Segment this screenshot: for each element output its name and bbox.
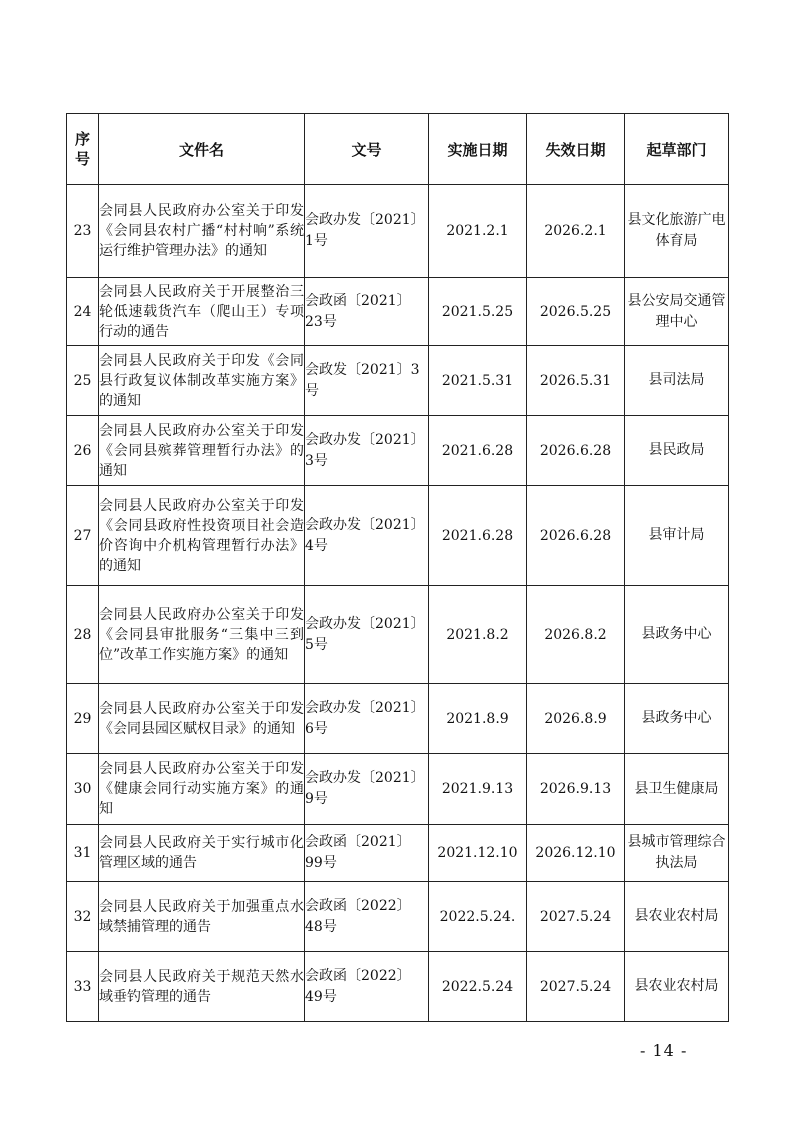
row-start-date: 2021.6.28 <box>429 416 527 486</box>
page-number: - 14 - <box>640 1041 688 1060</box>
header-name: 文件名 <box>99 114 305 185</box>
table-row <box>67 278 729 346</box>
row-file-name: 会同县人民政府办公室关于印发《健康会同行动实施方案》的通知 <box>99 754 305 825</box>
table-row <box>67 754 729 825</box>
table-row <box>67 952 729 1022</box>
row-start-date: 2021.8.9 <box>429 684 527 754</box>
row-start-date: 2021.8.2 <box>429 586 527 684</box>
row-dept: 县农业农村局 <box>625 882 729 952</box>
header-seq <box>67 114 99 185</box>
row-end-date: 2026.5.31 <box>527 346 625 416</box>
row-start-date: 2022.5.24 <box>429 952 527 1022</box>
row-doc-no: 会政办发〔2021〕9号 <box>305 754 429 825</box>
row-seq: 25 <box>67 346 99 416</box>
row-dept: 县民政局 <box>625 416 729 486</box>
row-seq: 30 <box>67 754 99 825</box>
row-end-date: 2026.5.25 <box>527 278 625 346</box>
header-doc-no: 文号 <box>305 114 429 185</box>
row-end-date: 2027.5.24 <box>527 952 625 1022</box>
row-seq: 27 <box>67 486 99 586</box>
row-end-date: 2026.6.28 <box>527 486 625 586</box>
header-end-date: 失效日期 <box>527 114 625 185</box>
row-start-date: 2021.5.25 <box>429 278 527 346</box>
row-seq: 32 <box>67 882 99 952</box>
row-seq: 33 <box>67 952 99 1022</box>
row-end-date: 2026.2.1 <box>527 185 625 278</box>
row-file-name: 会同县人民政府关于规范天然水域垂钓管理的通告 <box>99 952 305 1022</box>
table-row <box>67 586 729 684</box>
row-end-date: 2026.6.28 <box>527 416 625 486</box>
row-file-name: 会同县人民政府关于加强重点水域禁捕管理的通告 <box>99 882 305 952</box>
header-seq-label: 序号 <box>74 130 90 168</box>
table-row <box>67 346 729 416</box>
row-seq: 29 <box>67 684 99 754</box>
row-doc-no: 会政函〔2021〕23号 <box>305 278 429 346</box>
row-seq: 28 <box>67 586 99 684</box>
row-doc-no: 会政办发〔2021〕4号 <box>305 486 429 586</box>
row-start-date: 2021.5.31 <box>429 346 527 416</box>
header-dept: 起草部门 <box>625 114 729 185</box>
row-dept: 县卫生健康局 <box>625 754 729 825</box>
row-end-date: 2026.9.13 <box>527 754 625 825</box>
row-file-name: 会同县人民政府关于实行城市化管理区域的通告 <box>99 825 305 882</box>
row-doc-no: 会政办发〔2021〕3号 <box>305 416 429 486</box>
row-end-date: 2026.8.9 <box>527 684 625 754</box>
table-row <box>67 825 729 882</box>
row-seq: 23 <box>67 185 99 278</box>
row-doc-no: 会政办发〔2021〕1号 <box>305 185 429 278</box>
row-dept: 县司法局 <box>625 346 729 416</box>
table-row <box>67 185 729 278</box>
row-dept: 县文化旅游广电体育局 <box>625 185 729 278</box>
row-dept: 县城市管理综合执法局 <box>625 825 729 882</box>
row-doc-no: 会政办发〔2021〕5号 <box>305 586 429 684</box>
row-file-name: 会同县人民政府关于开展整治三轮低速载货汽车（爬山王）专项行动的通告 <box>99 278 305 346</box>
table-row <box>67 684 729 754</box>
header-start-date: 实施日期 <box>429 114 527 185</box>
row-dept: 县政务中心 <box>625 684 729 754</box>
row-start-date: 2021.2.1 <box>429 185 527 278</box>
table-row <box>67 882 729 952</box>
row-start-date: 2021.6.28 <box>429 486 527 586</box>
row-start-date: 2021.9.13 <box>429 754 527 825</box>
row-dept: 县政务中心 <box>625 586 729 684</box>
row-doc-no: 会政函〔2021〕99号 <box>305 825 429 882</box>
row-start-date: 2021.12.10 <box>429 825 527 882</box>
row-doc-no: 会政办发〔2021〕6号 <box>305 684 429 754</box>
row-end-date: 2026.8.2 <box>527 586 625 684</box>
row-seq: 31 <box>67 825 99 882</box>
row-end-date: 2027.5.24 <box>527 882 625 952</box>
row-dept: 县审计局 <box>625 486 729 586</box>
row-doc-no: 会政发〔2021〕3号 <box>305 346 429 416</box>
row-file-name: 会同县人民政府办公室关于印发《会同县殡葬管理暂行办法》的通知 <box>99 416 305 486</box>
row-file-name: 会同县人民政府办公室关于印发《会同县政府性投资项目社会造价咨询中介机构管理暂行办法》的通知 <box>99 486 305 586</box>
row-seq: 26 <box>67 416 99 486</box>
row-file-name: 会同县人民政府办公室关于印发《会同县农村广播“村村响”系统运行维护管理办法》的通知 <box>99 185 305 278</box>
row-seq: 24 <box>67 278 99 346</box>
row-doc-no: 会政函〔2022〕48号 <box>305 882 429 952</box>
table-row <box>67 486 729 586</box>
row-dept: 县农业农村局 <box>625 952 729 1022</box>
row-file-name: 会同县人民政府办公室关于印发《会同县园区赋权目录》的通知 <box>99 684 305 754</box>
row-file-name: 会同县人民政府关于印发《会同县行政复议体制改革实施方案》的通知 <box>99 346 305 416</box>
header-row <box>67 114 729 185</box>
row-file-name: 会同县人民政府办公室关于印发《会同县审批服务“三集中三到位”改革工作实施方案》的通知 <box>99 586 305 684</box>
row-doc-no: 会政函〔2022〕49号 <box>305 952 429 1022</box>
row-end-date: 2026.12.10 <box>527 825 625 882</box>
row-dept: 县公安局交通管理中心 <box>625 278 729 346</box>
table-row <box>67 416 729 486</box>
regulations-table <box>66 113 729 1022</box>
row-start-date: 2022.5.24. <box>429 882 527 952</box>
